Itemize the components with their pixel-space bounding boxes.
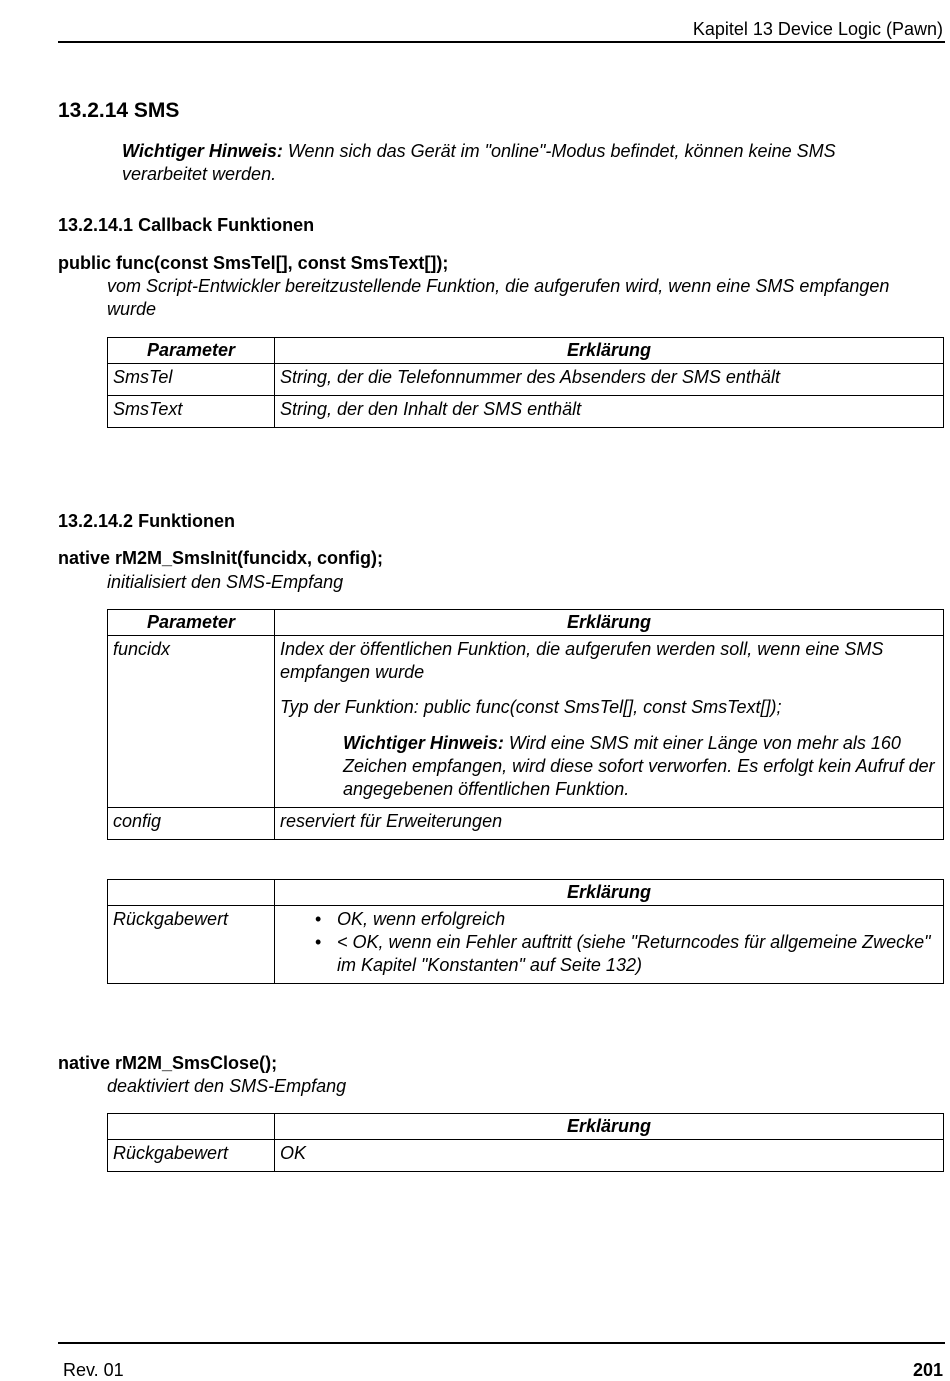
- col-header-erklaerung: Erklärung: [275, 1114, 944, 1140]
- init-return-table: [107, 879, 944, 984]
- funcidx-description: Index der öffentlichen Funktion, die aufgerufen werden soll, wenn eine SMS empfangen wurde: [280, 639, 884, 682]
- list-item: • < OK, wenn ein Fehler auftritt (siehe "Returncodes für allgemeine Zwecke" im Kapitel "Konstanten" auf Seite 132): [337, 931, 938, 977]
- param-name: SmsTel: [108, 364, 275, 396]
- param-description: String, der den Inhalt der SMS enthält: [275, 396, 944, 428]
- col-header-parameter: Parameter: [108, 338, 275, 364]
- close-return-table: [107, 1113, 944, 1172]
- table-row: [108, 636, 944, 808]
- important-note: [122, 140, 902, 186]
- funcidx-type: Typ der Funktion: public func(const SmsTel[], const SmsText[]);: [280, 697, 782, 717]
- funcidx-warning: [343, 732, 938, 801]
- page-number: 201: [912, 1360, 943, 1380]
- footer-revision: Rev. 01: [63, 1360, 124, 1380]
- warning-text: Wird eine SMS mit einer Länge von mehr als 160 Zeichen empfangen, wird diese sofort verworfen. Es erfolgt kein Aufruf der angegebenen öffentlichen Funktion.: [343, 733, 935, 799]
- table-header-row: [108, 880, 944, 906]
- note-text: Wenn sich das Gerät im "online"-Modus befindet, können keine SMS verarbeitet werden.: [122, 141, 836, 184]
- col-header-erklaerung: Erklärung: [275, 610, 944, 636]
- init-signature: native rM2M_SmsInit(funcidx, config);: [58, 548, 384, 568]
- return-value: OK: [275, 1140, 944, 1172]
- return-label: Rückgabewert: [108, 1140, 275, 1172]
- table-row: [108, 364, 944, 396]
- callback-description: vom Script-Entwickler bereitzustellende Funktion, die aufgerufen wird, wenn eine SMS empfangen wurde: [107, 276, 890, 319]
- table-row: [108, 906, 944, 984]
- header-rule: [58, 41, 945, 43]
- param-description: [275, 636, 944, 808]
- return-list: [280, 908, 938, 977]
- table-row: [108, 1140, 944, 1172]
- return-label: Rückgabewert: [108, 906, 275, 984]
- callback-param-table: [107, 337, 944, 428]
- section-title: 13.2.14 SMS: [58, 99, 180, 122]
- table-row: [108, 396, 944, 428]
- close-description: deaktiviert den SMS-Empfang: [107, 1076, 347, 1096]
- list-item: • OK, wenn erfolgreich: [337, 908, 938, 931]
- param-name: config: [108, 808, 275, 840]
- init-description: initialisiert den SMS-Empfang: [107, 572, 344, 592]
- warning-label: Wichtiger Hinweis:: [343, 733, 504, 753]
- col-header-parameter: Parameter: [108, 610, 275, 636]
- col-header-erklaerung: Erklärung: [275, 338, 944, 364]
- param-name: funcidx: [108, 636, 275, 808]
- callbacks-title: 13.2.14.1 Callback Funktionen: [58, 215, 315, 235]
- footer-rule: [58, 1342, 945, 1344]
- close-signature: native rM2M_SmsClose();: [58, 1053, 278, 1073]
- param-description: reserviert für Erweiterungen: [275, 808, 944, 840]
- param-description: String, der die Telefonnummer des Absenders der SMS enthält: [275, 364, 944, 396]
- table-row: [108, 808, 944, 840]
- table-header-row: [108, 338, 944, 364]
- note-label: Wichtiger Hinweis:: [122, 141, 283, 161]
- col-header-empty: [108, 1114, 275, 1140]
- table-header-row: [108, 1114, 944, 1140]
- col-header-erklaerung: Erklärung: [275, 880, 944, 906]
- header-chapter: Kapitel 13 Device Logic (Pawn): [692, 19, 943, 39]
- init-param-table: [107, 609, 944, 840]
- callback-signature: public func(const SmsTel[], const SmsText[]);: [58, 253, 449, 273]
- col-header-empty: [108, 880, 275, 906]
- functions-title: 13.2.14.2 Funktionen: [58, 511, 236, 531]
- table-header-row: [108, 610, 944, 636]
- return-description: [275, 906, 944, 984]
- param-name: SmsText: [108, 396, 275, 428]
